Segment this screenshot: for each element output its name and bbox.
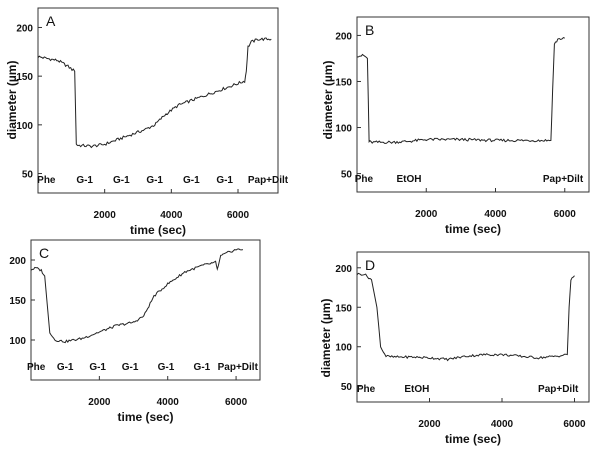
y-axis-label: diameter (µm) — [321, 60, 335, 140]
panel-letter: B — [365, 22, 375, 38]
treatment-label: G-1 — [76, 175, 94, 186]
x-axis-label: time (sec) — [129, 223, 187, 237]
y-tick-label: 50 — [340, 382, 352, 394]
treatment-label: EtOH — [396, 174, 422, 185]
treatment-label: Phe — [26, 362, 46, 373]
y-axis-label: diameter (µm) — [5, 60, 19, 140]
treatment-label: G-1 — [89, 362, 106, 373]
x-tick-label: 6000 — [226, 210, 250, 221]
x-tick-label: 4000 — [490, 419, 514, 430]
x-tick-label: 2000 — [93, 210, 116, 221]
y-tick-label: 200 — [335, 31, 352, 43]
treatment-label: G-1 — [146, 175, 164, 186]
diameter-trace — [31, 249, 243, 343]
chart-panel-d — [319, 252, 589, 446]
treatment-label: Pap+Dilt — [538, 384, 579, 395]
x-tick-label: 4000 — [160, 210, 183, 221]
y-tick-label: 150 — [16, 72, 33, 84]
plot-frame — [38, 8, 278, 193]
y-tick-label: 100 — [9, 336, 26, 347]
x-tick-label: 4000 — [484, 209, 507, 220]
x-tick-label: 6000 — [563, 419, 586, 430]
y-tick-label: 100 — [335, 342, 352, 354]
diameter-trace — [357, 273, 575, 360]
plot-frame — [31, 240, 260, 380]
y-axis-label: diameter (µm) — [319, 298, 333, 378]
x-tick-label: 2000 — [415, 209, 438, 220]
treatment-label: G-1 — [182, 175, 200, 186]
diameter-trace — [38, 38, 271, 148]
chart-panel-a — [5, 8, 289, 237]
diameter-trace — [357, 38, 565, 144]
y-tick-label: 150 — [9, 296, 26, 307]
x-axis-label: time (sec) — [444, 222, 502, 236]
panel-letter: D — [365, 257, 376, 273]
y-tick-label: 200 — [335, 263, 352, 275]
treatment-label: Pap+Dilt — [542, 174, 584, 185]
panel-letter: A — [46, 13, 56, 29]
chart-panel-b — [321, 17, 589, 236]
y-tick-label: 150 — [335, 77, 352, 89]
x-tick-label: 2000 — [418, 419, 441, 430]
x-axis-label: time (sec) — [444, 432, 502, 446]
x-axis-label: time (sec) — [117, 410, 174, 424]
treatment-label: G-1 — [193, 362, 211, 373]
treatment-label: G-1 — [157, 362, 175, 373]
chart-panel-c — [9, 240, 260, 424]
x-tick-label: 6000 — [553, 209, 576, 220]
x-tick-label: 6000 — [224, 397, 248, 408]
plot-frame — [357, 252, 589, 402]
y-tick-label: 100 — [16, 120, 33, 132]
plot-frame — [354, 17, 589, 192]
treatment-label: G-1 — [112, 175, 130, 186]
y-tick-label: 100 — [335, 123, 352, 135]
treatment-label: Phe — [37, 175, 56, 186]
y-tick-label: 50 — [21, 169, 33, 181]
panel-letter: C — [39, 245, 50, 261]
treatment-label: Phe — [356, 384, 376, 395]
y-tick-label: 200 — [16, 23, 33, 35]
treatment-label: Pap+Dilt — [217, 362, 258, 373]
treatment-label: G-1 — [216, 175, 234, 186]
treatment-label: Phe — [354, 174, 374, 185]
treatment-label: Pap+Dilt — [247, 175, 289, 186]
y-tick-label: 50 — [340, 169, 352, 181]
treatment-label: EtOH — [404, 384, 430, 395]
treatment-label: G-1 — [56, 362, 74, 373]
x-tick-label: 4000 — [156, 397, 179, 408]
x-tick-label: 2000 — [88, 397, 111, 408]
treatment-label: G-1 — [121, 362, 139, 373]
y-tick-label: 200 — [9, 256, 26, 267]
y-tick-label: 150 — [335, 303, 352, 315]
